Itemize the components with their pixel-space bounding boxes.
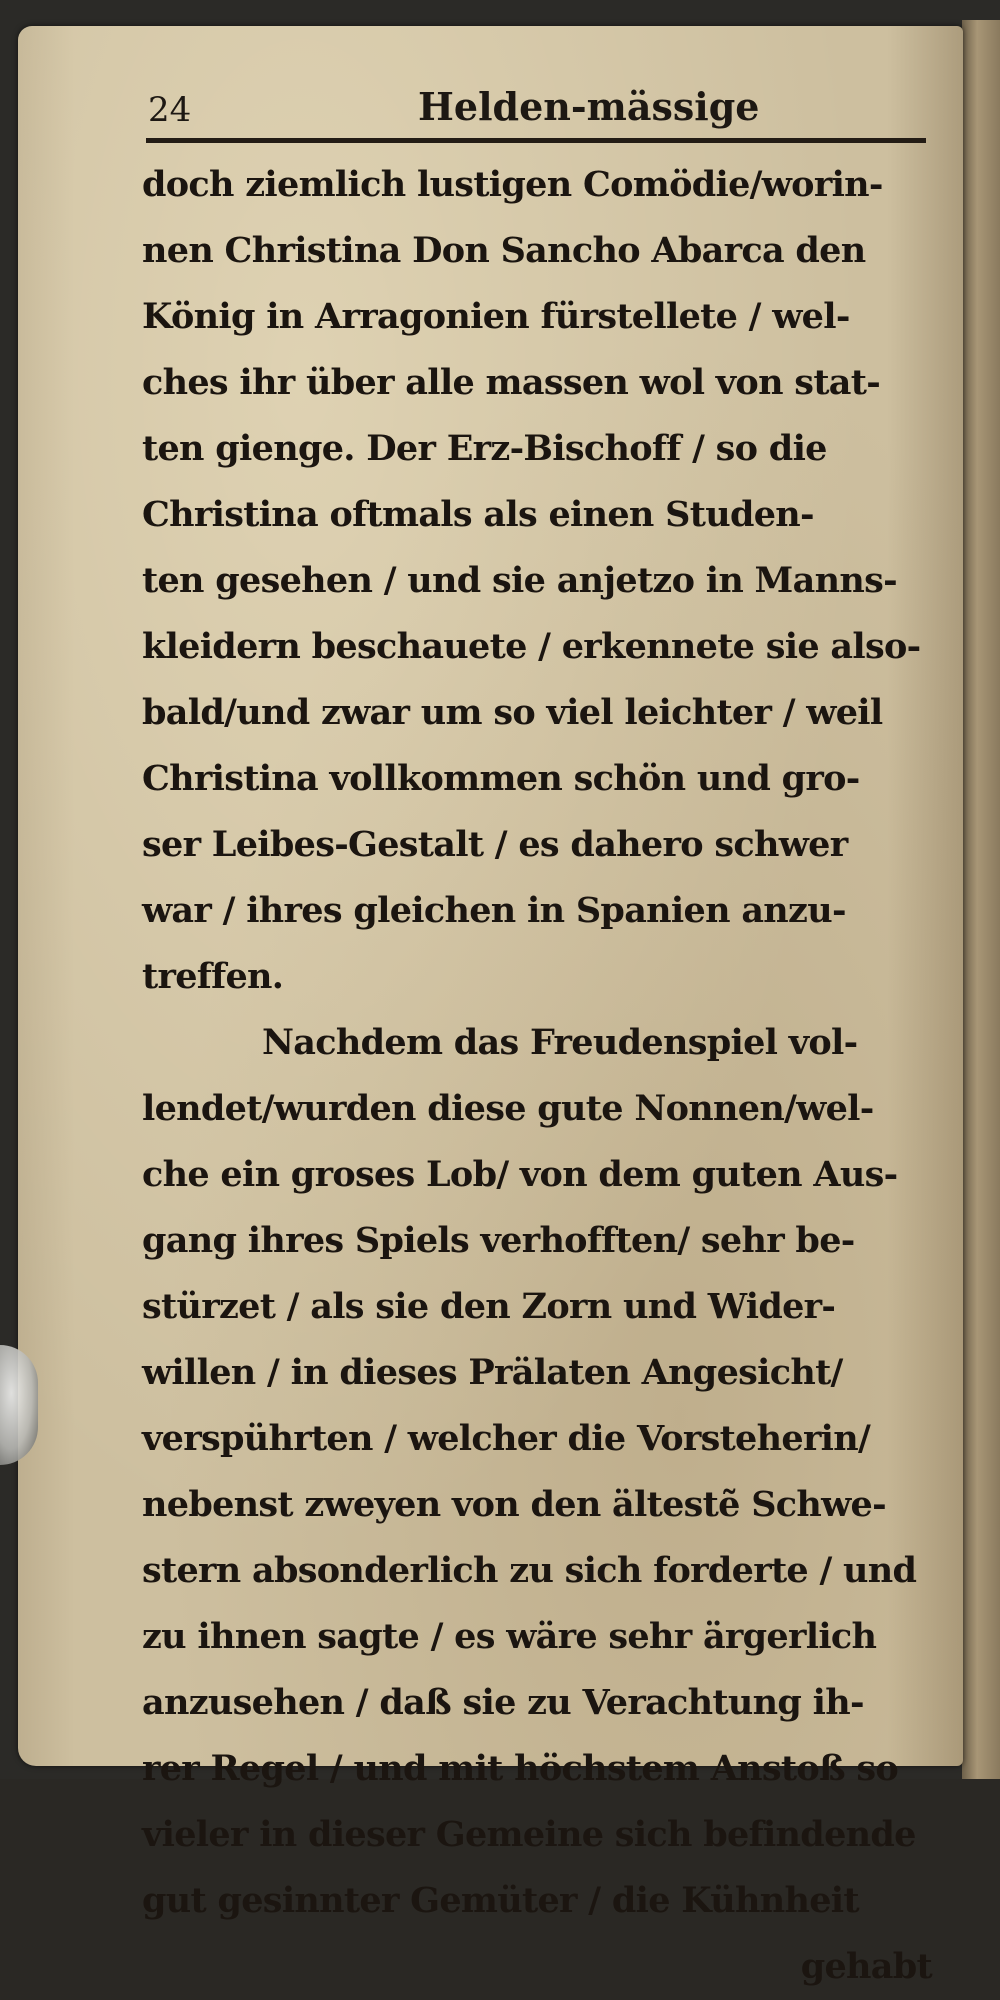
text-line: Christina vollkommen schön und gro- (142, 758, 860, 799)
text-line: vieler in dieser Gemeine sich befindende (142, 1814, 916, 1855)
text-line: nebenst zweyen von den ältestẽ Schwe- (142, 1484, 886, 1525)
text-line: doch ziemlich lustigen Comödie/worin- (142, 164, 883, 205)
text-line: che ein groses Lob/ von dem guten Aus- (142, 1154, 898, 1195)
paragraph-start-line: Nachdem das Freudenspiel vol- (262, 1022, 858, 1063)
text-line: willen / in dieses Prälaten Angesicht/ (142, 1352, 843, 1393)
text-line: gang ihres Spiels verhofften/ sehr be- (142, 1220, 855, 1261)
text-line: rer Regel / und mit höchstem Anstoß so (142, 1748, 899, 1789)
text-line: stürzet / als sie den Zorn und Wider- (142, 1286, 836, 1327)
text-line: treffen. (142, 956, 284, 997)
text-line: war / ihres gleichen in Spanien anzu- (142, 890, 846, 931)
text-line: ten gienge. Der Erz-Bischoff / so die (142, 428, 827, 469)
text-line: kleidern beschauete / erkennete sie also- (142, 626, 921, 667)
text-line: ser Leibes-Gestalt / es dahero schwer (142, 824, 848, 865)
text-line: nen Christina Don Sancho Abarca den (142, 230, 866, 271)
text-line: anzusehen / daß sie zu Verachtung ih- (142, 1682, 864, 1723)
text-line: verspührten / welcher die Vorsteherin/ (142, 1418, 871, 1459)
text-line: Christina oftmals als einen Studen- (142, 494, 814, 535)
running-head: Helden-mässige (418, 84, 760, 129)
page-number: 24 (148, 90, 192, 130)
text-line: stern absonderlich zu sich forderte / und (142, 1550, 917, 1591)
text-line: ches ihr über alle massen wol von stat- (142, 362, 881, 403)
page-clip (0, 1345, 38, 1465)
page-header (148, 84, 928, 134)
header-rule (146, 138, 926, 143)
text-line: gut gesinnter Gemüter / die Kühnheit (142, 1880, 859, 1921)
text-line: König in Arragonien fürstellete / wel- (142, 296, 850, 337)
text-line: bald/und zwar um so viel leichter / weil (142, 692, 883, 733)
next-page-edge (962, 20, 1000, 1779)
text-line: zu ihnen sagte / es wäre sehr ärgerlich (142, 1616, 877, 1657)
text-line: ten gesehen / und sie anjetzo in Manns- (142, 560, 897, 601)
text-line: lendet/wurden diese gute Nonnen/wel- (142, 1088, 874, 1129)
body-text (142, 152, 932, 2000)
catchword: gehabt (800, 1946, 932, 1987)
